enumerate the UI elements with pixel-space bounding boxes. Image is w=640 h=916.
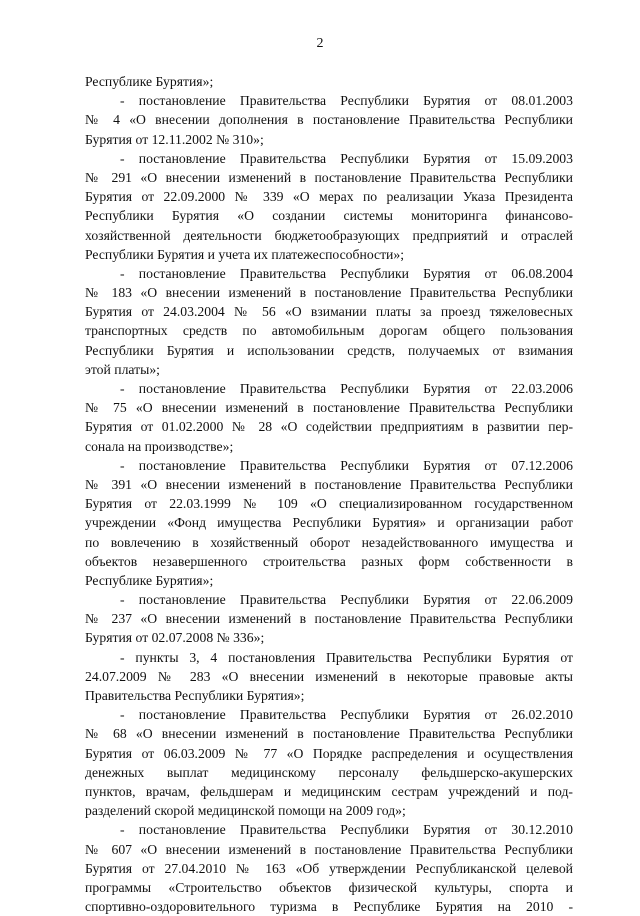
text-line: хозяйственной деятельности бюджетообразующих предприятий и отраслей (85, 227, 573, 243)
text-line: № 237 «О внесении изменений в постановление Правительства Республики (85, 611, 573, 627)
text-line: - постановление Правительства Республики Бурятия от 07.12.2006 (120, 457, 573, 473)
text-line: - постановление Правительства Республики Бурятия от 08.01.2003 (120, 93, 573, 109)
text-line: Республике Бурятия»; (85, 572, 214, 588)
page-number: 2 (316, 36, 324, 51)
text-line: Бурятия от 06.03.2009 № 77 «О Порядке распределения и осуществления (85, 745, 573, 761)
text-line: Бурятия от 12.11.2002 № 310»; (85, 131, 264, 147)
text-line: разделений скорой медицинской помощи на 2009 год»; (85, 803, 406, 819)
text-line: Бурятия от 24.03.2004 № 56 «О взимании платы за проезд тяжеловесных (85, 304, 573, 320)
text-line: Бурятия от 22.09.2000 № 339 «О мерах по реализации Указа Президента (85, 189, 573, 205)
text-line: Республики Бурятия «О создании системы мониторинга финансово- (85, 208, 573, 224)
text-line: Республики Бурятия и учета их платежеспособности»; (85, 246, 405, 262)
text-line: этой платы»; (85, 361, 160, 377)
text-line: 24.07.2009 № 283 «О внесении изменений в некоторые правовые акты (85, 668, 573, 684)
text-line: программы «Строительство объектов физической культуры, спорта и (85, 879, 573, 895)
text-line: - постановление Правительства Республики Бурятия от 26.02.2010 (120, 707, 573, 723)
text-line: Бурятия от 01.02.2000 № 28 «О содействии предприятиям в развитии пер- (85, 419, 573, 435)
text-line: Республики Бурятия и использовании средств, получаемых от взимания (85, 342, 573, 358)
text-line: № 183 «О внесении изменений в постановление Правительства Республики (85, 285, 573, 301)
text-line: транспортных средств по автомобильным дорогам общего пользования (85, 323, 573, 339)
text-line: пунктов, врачам, фельдшерам и медицинским сестрам учреждений и под- (85, 783, 573, 799)
text-line: № 75 «О внесении изменений в постановление Правительства Республики (85, 400, 573, 416)
text-line: денежных выплат медицинскому персоналу фельдшерско-акушерских (85, 764, 573, 780)
text-line: учреждении «Фонд имущества Республики Бурятия» и организации работ (85, 515, 573, 531)
text-line: № 68 «О внесении изменений в постановление Правительства Республики (85, 726, 573, 742)
text-line: - постановление Правительства Республики Бурятия от 30.12.2010 (120, 822, 573, 838)
text-line: № 391 «О внесении изменений в постановление Правительства Республики (85, 476, 573, 492)
text-line: - постановление Правительства Республики Бурятия от 06.08.2004 (120, 265, 573, 281)
text-line: - постановление Правительства Республики Бурятия от 22.03.2006 (120, 381, 573, 396)
text-line: Бурятия от 02.07.2008 № 336»; (85, 630, 265, 646)
text-line: - постановление Правительства Республики Бурятия от 22.06.2009 (120, 592, 573, 608)
text-line: спортивно-оздоровительного туризма в Республике Бурятия на 2010 - (85, 899, 573, 915)
text-line: Правительства Республики Бурятия»; (85, 688, 305, 703)
text-line: Бурятия от 27.04.2010 № 163 «Об утверждении Республиканской целевой (85, 860, 573, 876)
text-line: объектов незавершенного строительства разных форм собственности в (85, 553, 573, 569)
text-line: № 291 «О внесении изменений в постановление Правительства Республики (85, 169, 573, 185)
text-line: по вовлечению в хозяйственный оборот незадействованного имущества и (85, 534, 573, 550)
document-body (85, 72, 573, 916)
text-line: - пункты 3, 4 постановления Правительства Республики Бурятия от (120, 649, 573, 665)
text-line: № 607 «О внесении изменений в постановление Правительства Республики (85, 841, 573, 857)
text-line: № 4 «О внесении дополнения в постановление Правительства Республики (85, 112, 573, 128)
text-line: - постановление Правительства Республики Бурятия от 15.09.2003 (120, 150, 573, 166)
text-line: Республике Бурятия»; (85, 74, 214, 89)
text-line: Бурятия от 22.03.1999 № 109 «О специализированном государственном (85, 496, 573, 512)
text-line: сонала на производстве»; (85, 438, 234, 454)
